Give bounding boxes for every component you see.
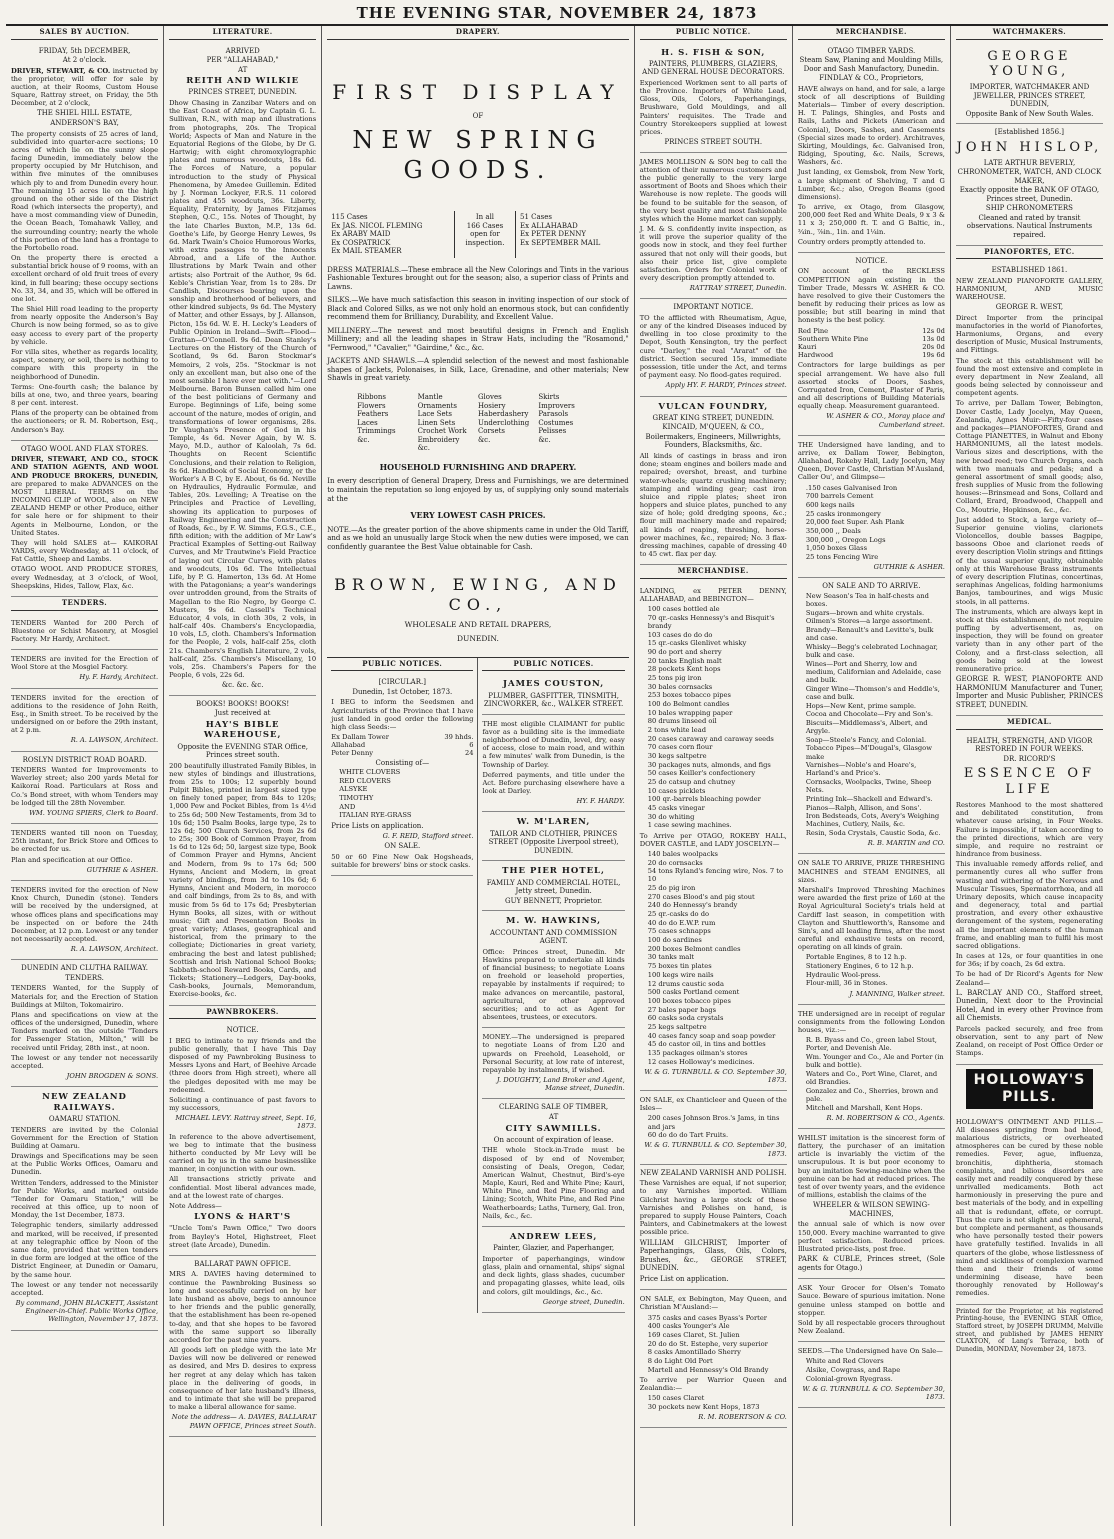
on-sale-body: 50 or 60 Fine New Oak Hogsheads, suitable for brewers' bins or stock casks. bbox=[331, 852, 474, 869]
nzr-para: Written Tenders, addressed to the Minister for Public Works, and marked outside "Tender for Oamaru Station," will be received at this office, up to noon of Monday, the 1st December, 1873. bbox=[11, 1178, 159, 1220]
columns bbox=[6, 26, 1108, 1526]
reith-wilkie-advert bbox=[169, 43, 316, 696]
west-para: To arrive, per Dallam Tower, Bebington, Dover Castle, Lady Jocelyn, May Queen, Zealandia, Agnes Muir:—Fifty-four cases and packages—PIANOFORTES, Grand and Cottage PIANETTES, in Walnut and Ebony HARMONIUMS, all the latest models. Various sizes and descriptions, with the new broad reed; two Church Organs, each with two manuals and pedals; and a general assortment of small goods; also, fresh supplies of Music from the following houses:—Brinsmead and Sons, Collard and Collard, Erard, Broadwood, Chappell and Co., Moutrie, Hopkinson, &c., &c. bbox=[955, 399, 1103, 514]
holloway-advert bbox=[956, 1113, 1103, 1305]
seed-row: Ex Dallam Tower 39 hhds. bbox=[331, 733, 474, 742]
railway-sign: JOHN BROGDEN & SONS. bbox=[66, 1072, 159, 1081]
etc-line: &c. &c. &c. bbox=[221, 681, 264, 690]
railway-advert bbox=[11, 960, 158, 1087]
varnish-advert bbox=[640, 1165, 787, 1290]
notice-title: NOTICE. bbox=[855, 256, 888, 265]
price-row: Kauri 20s 0d bbox=[797, 343, 945, 351]
printer-imprint: Printed for the Proprietor, at his registered Printing-house, the EVENING STAR Office, Stafford street, by JOSEPH DRUMM, Melville street, and published by JAMES HENRY CLAXTON, of Lang's Terrace, both of Dunedin, MONDAY, November 24, 1873. bbox=[955, 1307, 1103, 1353]
money-advert bbox=[482, 1028, 624, 1099]
section-heading: WATCHMAKERS. bbox=[956, 26, 1103, 40]
ships-right: 51 Cases Ex ALLAHABAD Ex PETER DENNY Ex SEPTEMBER MAIL bbox=[520, 212, 601, 247]
bebington-list: 375 casks and cases Byass's Porter 400 casks Younger's Ale 169 cases Claret, St. Julien 20 do do St. Estephe, very superior 8 casks Amontillado Sherry 8 do Light Old Port Martell and Hennessy's Old Brandy bbox=[647, 1313, 769, 1374]
clearing-at: AT bbox=[548, 1113, 559, 1122]
wheeler-body: WHILST imitation is the sincerest form of flattery, the purchaser of an imitation article is invariably the victim of the unscrupulous. It is but poor economy to buy an imitation Sewing-machine when the genuine can be had at reduced prices. The test of over twenty years, and the evidence of millions, establish the claims of the bbox=[797, 1133, 945, 1200]
vulcan-firm: KINCAID, M'QUEEN, & CO., bbox=[662, 423, 765, 432]
firm-name: REITH AND WILKIE bbox=[186, 76, 300, 87]
tender-sign: Hy. F. Hardy, Architect. bbox=[79, 673, 159, 682]
nzp-title: NEW ZEALAND PIANOFORTE GALLERY, HARMONIUM, AND MUSIC WAREHOUSE. bbox=[955, 276, 1103, 301]
timber-para: To arrive, ex Otago, from Glasgow, 200,000 feet Red and White Deals, 9 x 3 & 11 x 3; 250,000 ft. T. and G Baltic, in., ¾in., ⅞in., 1in. and 1¼in. bbox=[797, 203, 945, 236]
fancy-goods-grid bbox=[327, 393, 629, 453]
price-lists: Price Lists on application. bbox=[331, 821, 424, 830]
couston-advert bbox=[482, 674, 624, 714]
piano-advert bbox=[956, 262, 1103, 716]
drapery-para: MILLINERY.—The newest and most beautiful designs in French and English Millinery; and all the leading shapes in Straw Hats, including the "Rosamond," "Fernwood," "Cavalier," "Gairdine," &c., &c. bbox=[327, 326, 629, 352]
circular-body: I BEG to inform the Seedsmen and Agriculturists of the Province that I have just landed in good order the following high class Seeds:— bbox=[331, 698, 474, 731]
roslyn-sign: WM. YOUNG SPIERS, Clerk to Board. bbox=[29, 808, 159, 817]
fancy-column: Skirts Improvers Parasols Costumes Pelisses &c. bbox=[538, 393, 575, 444]
bebington-advert bbox=[640, 1290, 787, 1428]
health-title: HEALTH, STRENGTH, AND VIGOR RESTORED IN FOUR WEEKS. bbox=[966, 736, 1093, 754]
hay-sub2: Opposite the EVENING STAR Office, Princes street south. bbox=[177, 742, 308, 760]
notice-body: ON account of the RECKLESS COMPETITION again existing in the Timber Trade, Messrs W. ASHER & CO. have resolved to give their Customers the benefit by reducing their prices as low as possible; but still bearing in mind that honesty is the best policy. bbox=[797, 267, 945, 325]
wool-para: OTAGO WOOL AND PRODUCE STORES, every Wednesday, at 3 o'clock, of Wool, Sheepskins, Hides, Tallow, Flax, &c. bbox=[11, 565, 159, 590]
seeds-list: White and Red Clovers Alsike, Cowgrass, and Rape Colonial-grown Ryegrass. bbox=[805, 1357, 901, 1383]
knox-body: TENDERS invited for the erection of New Knox Church, Dunedin (stone). Tenders will be received by the undersigned, at whose offices plans and specifications may be inspected on or before the 24th December, at 12 p.m. Lowest or any tender not necessarily accepted. bbox=[11, 886, 159, 944]
drapery-para: DRESS MATERIALS.—These embrace all the New Colorings and Tints in the various Fashionable Textures brought out for the season; also, a superior class of Prints and Lawns. bbox=[327, 265, 629, 291]
nzr-title: NEW ZEALAND RAILWAYS. bbox=[42, 1092, 127, 1113]
manning-sign: J. MANNING, Walker street. bbox=[849, 989, 945, 998]
household-title: HOUSEHOLD FURNISHING AND DRAPERY. bbox=[379, 461, 577, 472]
estate-location: ANDERSON'S BAY, bbox=[50, 118, 119, 127]
levy-para: All transactions strictly private and confidential. Most liberal advances made, and at the lowest rate of charges. bbox=[169, 1175, 317, 1200]
roslyn-body: TENDERS Wanted for Improvements to Waverley street; also 200 yards Metal for Kaikorai Road. Particulars at Ross and Co.'s Bond street, with whom Tenders may be lodged till the 28th November. bbox=[11, 766, 159, 807]
sauce-advert bbox=[798, 1279, 945, 1342]
railway-title: DUNEDIN AND CLUTHA RAILWAY. bbox=[21, 964, 148, 973]
important-notice bbox=[640, 299, 787, 396]
to-arrive-lead: To Arrive per OTAGO, ROKEBY HALL, DOVER CASTLE, and LADY JOSCELYN— bbox=[639, 831, 787, 848]
arrived-label: ARRIVED bbox=[225, 46, 260, 55]
column-public-notice bbox=[635, 26, 793, 1526]
important-sign: Apply HY. F. HARDY, Princes street. bbox=[665, 381, 787, 390]
essence-para: To be had of Dr Ricord's Agents for New Zealand— bbox=[955, 970, 1103, 987]
seeds-body: SEEDS.—The Undersigned have On Sale— bbox=[797, 1347, 943, 1356]
young-advert bbox=[956, 43, 1103, 125]
consisting-label: Consisting of— bbox=[375, 758, 430, 767]
timber-para: Just landing, ex Gemsbok, from New York, a large shipment of Shelving, T and G Lumber, &c.; also, Oregon Beams (good dimensions). bbox=[797, 168, 945, 201]
levy-sign: MICHAEL LEVY. Rattray street, Sept. 16, 1873. bbox=[175, 1114, 317, 1131]
of-label: OF bbox=[472, 111, 484, 120]
wheeler-sign: PARK & CUBLE, Princes street, (Sole agents for Otago.) bbox=[797, 1255, 945, 1272]
auction-date: FRIDAY, 5th DECEMBER, bbox=[38, 46, 131, 55]
varnish-price: Price List on application. bbox=[639, 1274, 729, 1283]
ricord-name: DR. RICORD'S bbox=[1003, 754, 1056, 763]
tender-sign: R. A. LAWSON, Architect. bbox=[70, 736, 159, 745]
turnbull-sign: W. & G. TURNBULL & CO. September 30, 1873. bbox=[644, 1067, 787, 1084]
essence-para: In cases at 12s, or four quantities in one for 36s; if by coach, 2s 6d extra. bbox=[955, 952, 1103, 969]
varnish-title: NEW ZEALAND VARNISH AND POLISH. bbox=[640, 1168, 787, 1177]
tender-text: TENDERS invited for the erection of additions to the residence of John Reith, Esq., in Smith street. To be received by the undersigned on or before the 29th instant, at 2 p.m. bbox=[11, 693, 159, 735]
landing-list: 100 cases bottled ale 70 qr.-casks Hennessy's and Bisquit's brandy 103 cases do do do 15 qr.-casks Glenlivet whisky 90 do port and sherry 20 tanks English malt 28 pockets Kent hops 25 tons pig iron 30 bales cornsacks 253 boxes tobacco pipes 100 do Belmont candles 10 bales wrapping paper 80 drums linseed oil 2 tons white lead 20 cases caraway and caraway seeds 70 cases corn flour 30 kegs saltpetre 30 packages nuts, almonds, and figs 50 cases Keiller's confectionery 25 do catsup and chutney 10 cases picklets 100 qr.-barrels bleaching powder 45 casks vinegar 30 do whiting 1 case sewing machines. bbox=[647, 605, 775, 830]
darley-sign: HY. F. HARDY. bbox=[576, 797, 625, 806]
tender-text: TENDERS are invited for the Erection of Wool Store at the Mosgiel Factory. bbox=[11, 655, 159, 672]
firm-street: PRINCES STREET, DUNEDIN. bbox=[188, 88, 297, 97]
mlaren-name: W. M'LAREN, bbox=[516, 817, 591, 828]
section-heading: PAWNBROKERS. bbox=[169, 1006, 316, 1020]
pier-hotel-advert bbox=[482, 861, 624, 911]
book-list: Dhow Chasing in Zanzibar Waters and on the East Coast of Africa, by Captain G. L. Sullivan, R.N., with map and illustrations from photographs, 20s. The Tropical World; Aspects of Man and Nature in the Equatorial Regions of the Globe, by Dr G. Hartwig; with eight chromoxylographic plates and numerous woodcuts, 18s 6d. The Forces of Nature, a popular introduction to the study of Physical Phenomena, by Amedee Guillemin. Edited by J. Norman Lockyer, F.R.S. 11 colored plates and 455 woodcuts, 36s. Liberty, Equality, Fraternity, by James Fitzjames Stephen, Q.C., 15s. Notes of Thought, by the late Charles Buxton, M.P., 13s 6d. Goethe's Life, by George Henry Lewes, 9s 6d. Mark Twain's Choice Humorous Works, with extra passages to the Innocents Abroad, and a Life of the Author. Illustrations by Mark Twain and other artists; also Portrait of the Author, 9s 6d. Keble's Christian Year, from 1s to 28s. Dr Candlish, Discourses bearing upon the sonship and brotherhood of believers, and other kindred subjects, 9s 6d. The Mystery of Matter, and other Essays, by J. Allanson, Picton, 15s 6d. W. E. H. Lecky's Leaders of Public Opinion in Ireland—Swift—Flood—Grattan—O'Connell. 9s 6d. Dean Stanley's Lectures on the History of the Church of Scotland, 9s 6d. Baron Stockmar's Memoirs, 2 vols, 25s. "Stockmar is not only an excellent man, but also one of the most sensible I have ever met with."—Lord Melbourne. Baron Bunsen called him one of the best politicians of Germany and Europe. Beginnings of Life, being some account of the nature, modes of origin, and transformations of lower organisms, 28s. Dr Vaughan's Presence of God in his Temple, 4s 6d. Never Again, by W. S. Mayo, M.D., author of Kaloolah, 7s 6d. Thoughts on Recent Scientific Conclusions, and their relation to Religion, 8s 6d. Handbook of Social Economy, or the Worker's A B C, by E. About, 6s 6d. Neville on Hydraulics, Hydraulic Formulæ, and Tables, 20s. Levelling; A Treatise on the Principles and Practice of Levelling, showing its application to purposes of Railway Engineering and the Construction of Roads, &c., by F. W. Simms, F.G.S., C.E., fifth edition; with the addition of Mr Law's Practical Examples of Setting-out Railway Curves, and Mr Trautwine's Field Practice of laying out Circular Curves, with plates and woodcuts, 10s 6d. The Intellectual Life, by P. G. Hamerton, 13s 6d. At Home with the Patagonians; a year's wanderings over untrodden ground, from the Straits of Magellan to the Rio Negro, by George C. Musters, 9s 6d. Cassell's Technical Educator, 4 vols, in cloth 30s, 2 vols, in half-calf 40s. Chambers's Encyclopædia, 10 vols, L5, cloth. Chambers's Information for the People, 2 vols, half-calf 25s, cloth 21s. Chambers's English Literature, 2 vols, half-calf, 25s. Chambers's Miscellany, 10 vols, 25s. Chambers's Papers for the People, 6 vols, 22s 6d. bbox=[169, 99, 317, 680]
west-para: The stock at this establishment will be found the most extensive and complete in every department in New Zealand, all goods being selected by connoisseur and competent agents. bbox=[955, 356, 1103, 398]
public-notices-right bbox=[478, 658, 628, 1313]
regular-body: THE undersigned are in receipt of regular consignments from the following London houses, viz.:— bbox=[797, 1009, 945, 1035]
holloway-body: HOLLOWAY'S OINTMENT AND PILLS.—All diseases springing from bad blood, malarious districts, or overheated atmospheres can be cured by these noble remedies. Fever, ague, influenza, bronchitis, diphtheria, stomach complaints, and bilious disorders are easily met and readily conquered by these unrivalled medicaments. Both act harmoniously in preserving the pure and best materials of the body, and in expelling all that is redundant, effete, or corrupt. Thus the cure is not slight and ephemeral, but complete and permanent, as thousands who have personally tested their powers have gratefully testified. Invalids in all quarters of the globe, whose listlessness of mind and sickliness of complexion warned them and their friends of some undermining disease, have been thoroughly renovated by Holloway's remedies. bbox=[955, 1117, 1103, 1298]
auction-para: The Shiel Hill road leading to the property from nearly opposite the Anderson's Bay Church is now being formed, so as to give easy access to every part of the property by vehicle. bbox=[11, 305, 159, 346]
knox-church-advert bbox=[11, 881, 158, 960]
fancy-column: Ribbons Flowers Feathers Laces Trimmings &c. bbox=[357, 393, 396, 444]
essence-body: Restores Manhood to the most shattered and debilitated constitution, from whatever cause arising, in Four Weeks. Failure is impossible, if taken according to the printed directions, which are very simple, and require no restraint or hindrance from business. bbox=[955, 801, 1103, 859]
hay-firm: HAY'S BIBLE WAREHOUSE, bbox=[203, 719, 282, 741]
masthead: THE EVENING STAR, NOVEMBER 24, 1873 bbox=[6, 4, 1108, 26]
important-body: TO the afflicted with Rheumatism, Ague, or any of the kindred Diseases induced by dwelling in too close proximity to the Depot, South Kensington, try the perfect cure "Darley," the real "Ararat" of the district. Section secured 15s, immediate possession, title under the Act, and terms of payment easy. No flood-gates required. bbox=[639, 313, 787, 380]
young-name: GEORGE YOUNG, bbox=[987, 48, 1072, 80]
tariff-note: NOTE.—As the greater portion of the above shipments came in under the Old Tariff, and as we hold an unusually large Stock when the new duties were imposed, we can confidently guarantee the Best Value obtainable for Cash. bbox=[327, 525, 629, 551]
brick-plan: Plan and specification at our Office. bbox=[11, 855, 133, 864]
brown-ewing-firm: BROWN, EWING, AND CO., bbox=[334, 575, 622, 614]
landing-lead: LANDING, ex PETER DENNY, ALLAHABAD, and BEBINGTON— bbox=[639, 586, 787, 603]
ship-chronometers: SHIP CHRONOMETERS bbox=[985, 204, 1073, 213]
essence-sign: L. BARCLAY AND CO., Stafford street, Dunedin, Next door to the Provincial Hotel, And in every other Province from all Chemists. bbox=[955, 988, 1103, 1023]
column-sales-by-auction bbox=[6, 26, 164, 1526]
section-heading: LITERATURE. bbox=[169, 26, 316, 40]
established-label: ESTABLISHED 1861. bbox=[991, 266, 1068, 275]
sauce-para: Sold by all respectable grocers throughout New Zealand. bbox=[797, 1318, 945, 1336]
levy-para: In reference to the above advertisement, we beg to intimate that the business hitherto conducted by Mr Levy will be carried on by us in the same businesslike manner, in conjunction with our own. bbox=[169, 1132, 317, 1174]
west-name: GEORGE R. WEST, bbox=[995, 303, 1064, 312]
drapery-para: SILKS.—We have much satisfaction this season in inviting inspection of our stock of Black and Colored Silks, as we not only hold an enormous stock, but can confidently recommend them for Brilliancy, Durability, and Excellent Value. bbox=[327, 296, 629, 322]
section-heading: DRAPERY. bbox=[327, 26, 629, 40]
hay-sub: Just received at bbox=[214, 709, 271, 718]
clearing-body: THE whole Stock-in-Trade must be disposed of by end of November, consisting of Deals, Oregon, Cedar, American Walnut, Chestnut, Bird's-eye Maple, Kauri, Red and White Pine; Kauri, White Pine, and Red Pine Flooring and Lining; Scotch, White Pine, and Red Pine Weatherboards; Laths, Turnery, Gal. Iron, Nails, &c., &c. bbox=[482, 1146, 625, 1220]
levy-para: Soliciting a continuance of past favors to my successors, bbox=[169, 1095, 317, 1113]
brick-body: TENDERS wanted till noon on Tuesday, 25th instant, for Brick Store and Offices to be erected for us. bbox=[11, 829, 159, 854]
sewing-machine-advert bbox=[798, 1129, 945, 1279]
timber-firm: FINDLAY & CO., Proprietors, bbox=[819, 74, 924, 83]
tender-advert bbox=[11, 650, 158, 689]
shipment-table bbox=[327, 211, 629, 258]
knox-sign: R. A. LAWSON, Architect. bbox=[70, 945, 159, 954]
clearing-sale-advert bbox=[482, 1099, 624, 1227]
martin-sign: R. B. MARTIN and CO. bbox=[867, 839, 945, 848]
ships-mid: In all 166 Cases open for inspection. bbox=[454, 211, 515, 258]
regular-sign: R. M. ROBERTSON & CO., Agents. bbox=[826, 1113, 945, 1122]
consignments-advert bbox=[798, 1005, 945, 1129]
drapery-para: JACKETS AND SHAWLS.—A splendid selection of the newest and most fashionable shapes of Jackets, Polonaises, in Silk, Lace, Grenadine, and other materials; New Shawls in great variety. bbox=[327, 357, 629, 383]
prize-title: ON SALE TO ARRIVE, PRIZE THRESHING MACHINES and STEAM ENGINES, all sizes. bbox=[797, 859, 945, 884]
established-label: [Established 1856.] bbox=[994, 128, 1064, 137]
hawkins-sub: ACCOUNTANT AND COMMISSION AGENT. bbox=[489, 928, 618, 946]
hays-bible-advert bbox=[169, 696, 316, 1006]
public-notices-left bbox=[327, 658, 478, 1313]
hawkins-name: M. W. HAWKINS, bbox=[506, 916, 602, 927]
section-heading: PIANOFORTES, ETC. bbox=[956, 246, 1103, 260]
west-para: The instruments, which are always kept in stock at this establishment, do not require puffing by advertisement, as, on inspection, they will be found on greater variety than in any other part of the Colony, and a first-class selection, all goods being sold at the lowest remunerative price. bbox=[955, 607, 1103, 673]
warrior-lead: To arrive per Warrior Queen and Zealandia:— bbox=[639, 1375, 787, 1392]
asher-notice bbox=[798, 253, 945, 436]
fish-son-advert bbox=[640, 43, 787, 153]
essence-title: ESSENCE OF LIFE bbox=[963, 766, 1096, 798]
sauce-body: ASK Your Grocer for Olsen's Tomato Sauce. Beware of spurious imitation. None genuine unless stamped on bottle and stopper. bbox=[797, 1284, 945, 1317]
lees-name: ANDREW LEES, bbox=[509, 1231, 598, 1242]
section-heading: MERCHANDISE. bbox=[640, 565, 787, 579]
section-heading: TENDERS. bbox=[11, 597, 158, 611]
public-notices-split bbox=[327, 657, 629, 1313]
vulcan-sub: GREAT KING STREET, DUNEDIN. bbox=[652, 413, 775, 422]
hay-title: BOOKS! BOOKS! BOOKS! bbox=[196, 699, 290, 708]
section-heading: SALES BY AUCTION. bbox=[11, 26, 158, 40]
circular-label: [CIRCULAR.] bbox=[378, 678, 426, 687]
mlaren-advert bbox=[482, 812, 624, 861]
to-arrive-list: 140 bales woolpacks 20 do cornsacks 54 tons Ryland's fencing wire, Nos. 7 to 10 25 do pig iron 270 cases Blood's and pig stout 240 do Hennessy's brandy 25 qr.-casks do do 40 do do E.W.P. rum 75 cases schnapps 100 do sardines 200 boxes Belmont candles 30 tanks malt 75 boxes tin plates 100 kegs wire nails 12 drums caustic soda 500 casks Portland cement 100 boxes tobacco pipes 27 bales paper bags 60 casks soda crystals 25 kegs saltpetre 40 cases fancy soap and soap powder 45 do castor oil, in tins and bottles 135 packages oilman's stores 12 cases Holloway's medicines. bbox=[647, 849, 783, 1066]
railway-para: Plans and specifications on view at the offices of the undersigned, Dunedin, where Tenders marked on the outside "Tenders for Passenger Station, Milton," will be received until Friday, 28th inst., at noon. bbox=[11, 1010, 159, 1052]
at-label: AT bbox=[237, 65, 248, 74]
fish-body: Experienced Workmen sent to all parts of the Province. Importers of White Lead, Gloss, Oils, Colors, Paperhangings, Brushware, Gold Mouldings, and all Painters' requisites. The Trade and Country Storekeepers supplied at lowest prices. bbox=[639, 78, 787, 136]
seeds-sign: W. & G. TURNBULL & CO. September 30, 1873. bbox=[802, 1384, 945, 1402]
regular-list: R. B. Byass and Co., green label Stout, Porter, and Devenish Ale. Wm. Younger and Co., Ale and Porter (in bulk and bottle). Waters and Co., Port Wine, Claret, and old Brandies. Gonzalez and Co., Sherries, brown and pale. Mitchell and Marshall, Kent Hops. bbox=[805, 1036, 944, 1112]
couston-sub: PLUMBER, GASFITTER, TINSMITH, ZINCWORKER, &c., WALKER STREET. bbox=[483, 691, 624, 709]
price-row: Southern White Pine 13s 0d bbox=[797, 334, 945, 343]
seed-row: Peter Denny 24 bbox=[331, 749, 474, 758]
circular-date: Dunedin, 1st October, 1873. bbox=[352, 687, 453, 696]
levy-body: I BEG to intimate to my friends and the public generally, that I have This Day disposed of my Pawnbroking Business to Messrs Lyons and Hart, of Beehive Arcade (three doors from High street), where all the pledges deposited with me may be redeemed. bbox=[169, 1036, 317, 1094]
jams-lead: ON SALE, ex Chanticleer and Queen of the Isles— bbox=[639, 1096, 787, 1113]
essence-para: Parcels packed securely, and free from observation, sent to any part of New Zealand, on receipt of Post Office Order or Stamps. bbox=[955, 1024, 1103, 1058]
vulcan-foundry-advert bbox=[640, 397, 787, 566]
column-watchmakers bbox=[951, 26, 1108, 1526]
guthrie-sign: GUTHRIE & ASHER. bbox=[873, 563, 945, 572]
hawkins-body: Office: Princes street, Dunedin. Mr Hawkins prepared to undertake all kinds of financial business; to negotiate Loans on freehold or leasehold properties, repayable by instalments if required; to make advances on mercantile, pastoral, agricultural, or other approved securities; and to act as Agent for absentees, trustees, or executors. bbox=[482, 947, 625, 1022]
auction-para: For villa sites, whether as regards locality, aspect, scenery, or soil, there is nothing to compare with this property in the neighborhood of Dunedin. bbox=[11, 347, 159, 381]
clearing-title: CLEARING SALE OF TIMBER, bbox=[499, 1103, 609, 1112]
auction-para: Plans of the property can be obtained from the auctioneers; or R. M. Robertson, Esq., Anderson's Bay. bbox=[11, 409, 159, 434]
auction-para: The property consists of 25 acres of land, subdivided into quarter-acre sections; 10 acres of which lie on the sunny slope facing Dunedin, immediately below the property occupied by Mr Hutchison, and within five minutes of the omnibuses which ply to and from Dunedin every hour. The remaining 15 acres lie on the high ground on the other side of the District Road (which intersects the property), and have a most commanding view of Dunedin, the Ocean Beach, Tomahawk Valley, and the surrounding country; nearly the whole of this portion of the land has a frontage to the Portobello road. bbox=[11, 129, 159, 252]
nzr-para: The lowest or any tender not necessarily accepted. bbox=[11, 1280, 159, 1297]
section-heading: PUBLIC NOTICE. bbox=[640, 26, 787, 40]
per-ship: PER "ALLAHABAD," bbox=[206, 56, 279, 65]
essence-para: This invaluable remedy affords relief, and permanently cures all who suffer from wasting and withering of the Nervous and Muscular Tissues, Spermatorrhœa, and all Urinary deposits, which cause incapacity and degeneracy, total and partial prostration, and every other exhaustive derangement of the system, regenerating all the important elements of the human frame, and enabling man to fulfil his most sacred obligations. bbox=[955, 860, 1103, 950]
roslyn-advert bbox=[11, 752, 158, 825]
wool-para: They will hold SALES at— KAIKORAI YARDS, every Wednesday, at 11 o'clock, of Fat Cattle, Sheep and Lambs. bbox=[11, 538, 159, 564]
cash-prices: VERY LOWEST CASH PRICES. bbox=[410, 510, 546, 521]
ship-sub: Cleaned and rated by transit observations. Nautical Instruments repaired. bbox=[966, 213, 1093, 240]
seed-list: WHITE CLOVERS RED CLOVERS ALSYKE TIMOTHY AND ITALIAN RYE-GRASS bbox=[339, 768, 412, 820]
firm-city: DUNEDIN. bbox=[457, 633, 499, 643]
levy-para: Note Address— bbox=[169, 1201, 222, 1210]
robertson-sign: R. M. ROBERTSON & CO. bbox=[698, 1412, 787, 1421]
timber-para: Country orders promptly attended to. bbox=[797, 237, 926, 246]
mollison-body: JAMES MOLLISON & SON beg to call the attention of their numerous customers and the public generally to the very large assortment of Boots and Shoes which their Warehouse is now replete. The goods will be found to be suitable for the season, of the very best quality and most fashionable styles which the Home market can supply. bbox=[639, 157, 787, 223]
darley-para: Deferred payments, and title under the Act. Before purchasing elsewhere have a look at Darley. bbox=[482, 770, 625, 796]
section-heading: PUBLIC NOTICES. bbox=[331, 658, 473, 672]
lees-advert bbox=[482, 1227, 624, 1313]
column-merchandise bbox=[793, 26, 951, 1526]
seeds-advert bbox=[798, 1342, 945, 1408]
darley-body: THE most eligible CLAIMANT for public favor as a building site is the immediate neighborhood of Dunedin, level, dry, easy of access, close to main road, and within a few minutes' walk from Dunedin, is the Township of Darley. bbox=[482, 719, 625, 769]
vulcan-trade: Boilermakers, Engineers, Millwrights, Founders, Blacksmiths, &c. bbox=[645, 432, 782, 450]
landed-list: .150 cases Galvanised Iron 700 barrels Cement 600 kegs nails 25 casks ironmongery 20,000 feet Super. Ash Plank 350,000 ,, Deals 300,000 ,, Oregon Logs 1,050 boxes Glass 25 tons Fencing Wire bbox=[805, 483, 905, 561]
important-title: IMPORTANT NOTICE. bbox=[673, 303, 754, 312]
timber-body: HAVE always on hand, and for sale, a large stock of all descriptions of Building Materials— Timber of every description. H. T. Palings, Shingles, and Posts and Rails, Laths and Pickets (American and Colonial), Doors, Sashes, and Casements (Special sizes made to order). Architraves, Skirting, Mouldings, &c. Galvanised Iron, Ridging, Spouting, &c. Nails, Screws, Washers, &c. bbox=[797, 84, 945, 167]
mollison-sign: RATTRAY STREET, Dunedin. bbox=[689, 284, 787, 293]
brick-sign: GUTHRIE & ASHER. bbox=[86, 865, 159, 874]
ricord-advert bbox=[956, 733, 1103, 1065]
guthrie-asher-advert bbox=[798, 436, 945, 579]
mollison-para: J. M. & S. confidently invite inspection, as it will prove the superior quality of the goods now in stock, and they feel further assured that not only will their goods, but also their price list, give complete satisfaction. Orders for Colonial work of every description promptly attended to. bbox=[639, 225, 787, 283]
prize-list: Portable Engines, 8 to 12 h.p. Stationery Engines, 6 to 12 h.p. Hydraulic Wool-press. Flour-mill, 36 in Stones. bbox=[805, 953, 914, 988]
money-body: MONEY.—The undersigned is prepared to negotiate Loans of from L20 and upwards on Freehold, Leasehold, or Personal Security, at low rate of interest, repayable by instalments, if wished. bbox=[482, 1033, 625, 1074]
notice-label: NOTICE. bbox=[226, 1026, 259, 1035]
timber-yards-advert bbox=[798, 43, 945, 253]
hislop-advert bbox=[956, 124, 1103, 245]
lees-sign: George street, Dunedin. bbox=[542, 1297, 625, 1306]
mollison-advert bbox=[640, 153, 787, 300]
fish-name: H. S. FISH & SON, bbox=[661, 47, 766, 58]
holloways-pills-banner: HOLLOWAY'S PILLS. bbox=[966, 1069, 1093, 1109]
varnish-sign: WILLIAM GILCHRIST, Importer of Paperhangings, Glass, Oils, Colors, Brushes, &c., GEORGE STREET, DUNEDIN. bbox=[639, 1238, 787, 1273]
estate-title: THE SHIEL HILL ESTATE, bbox=[37, 109, 133, 118]
ballarat-sign: Note the address— A. DAVIES, BALLARAT PAWN OFFICE, Princes street South. bbox=[171, 1413, 317, 1430]
ballarat-title: BALLARAT PAWN OFFICE. bbox=[194, 1259, 291, 1268]
young-loc: Opposite Bank of New South Wales. bbox=[965, 109, 1094, 118]
wheeler-title: WHEELER & WILSON SEWING-MACHINES, bbox=[812, 1201, 930, 1218]
young-sub: IMPORTER, WATCHMAKER AND JEWELLER, PRINCES STREET, DUNEDIN, bbox=[969, 83, 1090, 109]
pier-sub: FAMILY AND COMMERCIAL HOTEL, Jetty street, Dunedin. bbox=[486, 878, 621, 896]
reid-sign: G. F. REID, Stafford street. bbox=[382, 832, 474, 841]
price-row: Hardwood 19s 6d bbox=[797, 351, 945, 360]
seed-row: Allahabad 6 bbox=[331, 741, 474, 750]
section-heading: PUBLIC NOTICES. bbox=[482, 658, 624, 672]
auction-para: Terms: One-fourth cash; the balance by bills at one, two, and three years, bearing 8 per cent. interest. bbox=[11, 382, 159, 408]
nzr-para: Drawings and Specifications may be seen at the Public Works Offices, Oamaru and Dunedin. bbox=[11, 1152, 159, 1177]
tender-advert bbox=[11, 614, 158, 651]
nz-railways-advert bbox=[11, 1087, 158, 1330]
couston-name: JAMES COUSTON, bbox=[502, 679, 605, 690]
timber-sub: Steam Saw, Planing and Moulding Mills, Door and Sash Manufactory, Dunedin. bbox=[799, 56, 944, 73]
wool-stores-advert bbox=[11, 441, 158, 597]
martin-list: New Season's Tea in half-chests and boxes. Sugars—brown and white crystals. Oilmen's Stores—a large assortment. Brandy—Renault's and Levitte's, bulk and case. Whisky—Begg's celebrated Lochnagar, bulk and case. Wines—Port and Sherry, low and medium, Californian and Adelaide, case and bulk. Ginger Wine—Thomson's and Heddle's, case and bulk. Hops—New Kent, prime sample. Cocoa and Chocolate—Fry and Son's. Biscuits—Middlemass's, Albert, and Argyle. Soap—Steele's Fancy, and Colonial. Tobacco Pipes—M'Dougal's, Glasgow make Varnishes—Noble's and Hoare's, Harland's and Price's. Cornsacks, Woolpacks, Twine, Sheep Nets. Printing Ink—Shackell and Edward's. Pianos—Ralph, Allison, and Sons'. Iron Bedsteads, Cots, Avery's Weighing Machines, Cutlery, Nails, &c. Resin, Soda Crystals, Caustic Soda, &c. bbox=[805, 591, 942, 838]
hislop-sub: CHRONOMETER, WATCH, AND CLOCK MAKER, bbox=[957, 168, 1102, 185]
jams-sign: W. & G. TURNBULL & CO. September 30, 1873. bbox=[644, 1141, 787, 1158]
auction-lead: DRIVER, STEWART, & CO. instructed by the proprietor, will offer for sale by auction, at their Rooms, Custom House Square, Rattray street, on Friday, the 5th December, at 2 o'clock, bbox=[11, 66, 159, 108]
tender-advert bbox=[11, 689, 158, 752]
railway-para: The lowest or any tender not necessarily accepted. bbox=[11, 1053, 159, 1070]
on-sale-label: ON SALE. bbox=[384, 842, 421, 851]
hislop-name: JOHN HISLOP, bbox=[956, 139, 1103, 155]
wool-title: OTAGO WOOL AND FLAX STORES. bbox=[20, 444, 149, 453]
wheeler-para: the annual sale of which is now over 150,000. Every machine warranted to give perfect satisfaction. Reduced prices. Illustrated price-lists, post free. bbox=[797, 1220, 945, 1253]
lyons-hart-firm: LYONS & HART'S bbox=[194, 1212, 292, 1223]
railway-sub: TENDERS. bbox=[65, 973, 104, 982]
nzr-sub: OAMARU STATION. bbox=[48, 1115, 121, 1124]
notice-para: Contractors for large buildings as per special arrangement. We have also full assorted stocks of Doors, Sashes, Corrugated Iron, Cement, Plaster of Paris, and all descriptions of Building Materials equally cheap. Measurement guaranteed. bbox=[797, 361, 945, 411]
levy-notice bbox=[169, 1022, 316, 1256]
landing-advert bbox=[640, 582, 787, 1091]
ballarat-advert bbox=[169, 1256, 316, 1437]
ballarat-para: All goods left on pledge with the late Mr Davies will now be delivered or renewed as desired, and Mrs D. desires to express her regret at any delay which has taken place in the delivering of goods, in consequence of her late husband's illness, and to intimate that she will be prepared to make a liberal allowance for same. bbox=[169, 1346, 317, 1412]
household-body: In every description of General Drapery, Dress and Furnishings, we are determined to maintain the reputation so long enjoyed by us, of supplying only sound materials at the bbox=[327, 477, 629, 503]
pier-sign: GUY BENNETT, Proprietor. bbox=[505, 896, 603, 905]
fancy-column: Gloves Hosiery Haberdashery Underclothing Corsets &c. bbox=[477, 393, 530, 444]
column-literature bbox=[164, 26, 322, 1526]
brick-store-advert bbox=[11, 824, 158, 881]
onsale-title: ON SALE AND TO ARRIVE. bbox=[822, 582, 921, 591]
vulcan-body: All kinds of castings in brass and iron done; steam engines and boilers made and repaired; overshot, breast, and turbine water-wheels; quartz crushing machinery; stamping and winding gear; cast iron sluice and ripple plates; sheet iron hoppers and sluice plates, punched to any size of hole; gold dredging spoons, &c.; flour mill machinery made and repaired; all kinds of reaping, threshing, horse-power machines, &c., repaired; No. 3 flax-dressing machines, capable of dressing 40 to 45 cwt. flax per day. bbox=[639, 452, 787, 559]
lees-body: Importer of paperhangings, window glass, plain and ornamental, ships' signal and deck lights, glass shades, cucumber and propagating glasses, white lead, oils and colors, gilt mouldings, &c., &c. bbox=[482, 1254, 625, 1296]
first-display-title: FIRST DISPLAY bbox=[332, 79, 624, 104]
ballarat-body: MRS A. DAVIES having determined to continue the Pawnbroking Business so long and successfully carried on by her late husband as above, begs to announce to her friends and the public generally, that the establishment has been re-opened to-day, and that she hopes to be favored with the same support so liberally accorded for the past nine years. bbox=[169, 1270, 317, 1344]
railway-body: TENDERS Wanted, for the Supply of Materials for, and the Erection of Station Buildings at Milton, Tokomairiro. bbox=[11, 984, 159, 1009]
timber-title: OTAGO TIMBER YARDS. bbox=[827, 46, 916, 55]
clearing-sub: On account of expiration of lease. bbox=[493, 1135, 614, 1144]
fancy-column: Mantle Ornaments Lace Sets Linen Sets Crochet Work Embroidery &c. bbox=[417, 393, 467, 453]
levy-para: "Uncle Tom's Pawn Office," Two doors from Bayley's Hotel, Highstreet, Fleet street (late Arcade), Dunedin. bbox=[169, 1224, 317, 1249]
hawkins-advert bbox=[482, 911, 624, 1028]
roslyn-title: ROSLYN DISTRICT ROAD BOARD. bbox=[22, 755, 147, 764]
darley-advert bbox=[482, 715, 624, 813]
nzr-para: Telegraphic tenders, similarly addressed and marked, will be received, if presented at any telegraphic office by Noon of the same date, provided that written tenders in due form are lodged at the office of the District Engineer, at Dunedin or Oamaru, by the same hour. bbox=[11, 1221, 159, 1279]
auction-para: On the property there is erected a substantial brick house of 9 rooms, with an excellent orchard of old fruit trees of every kind, in full bearing; these occupy sections No. 33, 34, and 35, which will be offered in one lot. bbox=[11, 254, 159, 303]
hislop-loc: Exactly opposite the BANK OF OTAGO, Princes street, Dunedin. bbox=[959, 186, 1100, 203]
lees-sub: Painter, Glazier, and Paperhanger, bbox=[493, 1244, 615, 1253]
pier-name: THE PIER HOTEL, bbox=[502, 866, 605, 877]
hay-body: 200 beautifully illustrated Family Bibles, in new styles of bindings and illustrations, from 25s to 100s; 12 superbly bound Pulpit Bibles, printed in largest sized type on finely toned paper, from 84s to 120s; 1,000 Pew and Pocket Bibles, from 1s 4½d to 25s 6d; 500 New Testaments, from 3d to 10s 6d; 150 Psalm Books, large type, 2s to 12s 6d; 500 Church Services, from 2s 6d to 25s; 300 Book of Common Prayer, from 1s 6d to 12s 6d; 50, largest size type, Book of Common Prayer and Hymns, Ancient and Modern, from 9s to 17s 6d; 500 Hymns, Ancient and Modern, in great variety of bindings, from 3d to 10s 6d; 6 Hymns, Ancient and Modern, in morocco and calf bindings, from 2s to 8s, and with music from 5s 6d to 17s 6d; Presbyterian Hymn Books, all sizes, with or without music; Gift and Presentation Books in great variety; Atlases, geographical and historical, from the primary to the collegiate; Dictionaries in great variety, embracing the best and latest published; Scottish and Irish National School Books; Sabbath-school Reward Books, Cards, and Tickets; Stationery—Ledgers, Day-books, Cash-books, Journals, Memorandum, Exercise-books, &c. bbox=[169, 761, 317, 999]
jams-advert bbox=[640, 1091, 787, 1165]
warrior-list: 150 cases Claret 30 pockets new Kent Hops, 1873 bbox=[647, 1394, 760, 1411]
auction-advert bbox=[11, 43, 158, 441]
asher-sign: W. ASHER & CO., Moray place and Cumberland street. bbox=[826, 412, 945, 429]
nzr-body: TENDERS are invited by the Colonial Government for the Erection of Station Building at Oamaru. bbox=[11, 1125, 159, 1150]
new-spring-goods-title: NEW SPRING GOODS. bbox=[352, 126, 604, 184]
varnish-body: These Varnishes are equal, if not superior, to any Varnishes imported. William Gilchrist having a large stock of these Varnishes and Polishes on hand, is prepared to supply House Painters, Coach Painters, and Cabinetmakers at the lowest possible price. bbox=[639, 1179, 787, 1237]
west-body: Direct Importer from the principal manufactories in the world of Pianofortes, Harmoniums, Organs, and every description of Music, Musical Instruments, and Fittings. bbox=[955, 313, 1103, 355]
west-para: Just added to Stock, a large variety of— Superior genuine violins, clarionets Violoncellos, double basses Bagpipe, bassoons Oboe and clarionet reeds of every description Violin strings and fittings of the usual superior quality, obtainable only at this Warehouse Brass instruments of every description Flutinas, concertinas, seraphinas Angelicas, folding harmoniums Banjos, tambourines, and wigs Music stools, in all patterns. bbox=[955, 515, 1103, 606]
prize-body: Marshall's Improved Threshing Machines were awarded the first prize of L60 at the Royal Agricultural Society's trials held at Cardiff last season, in competition with Clayton and Shuttleworth's, Ransome and Sim's, and all leading firms, after the most careful and exhaustive tests on record, operating on all kinds of grain. bbox=[797, 886, 945, 952]
nzr-sign: By command, JOHN BLACKETT, Assistant Engineer-in-Chief. Public Works Office, Wellington, November 17, 1873. bbox=[15, 1299, 159, 1324]
mlaren-sub: TAILOR AND CLOTHIER, PRINCES STREET (Opposite Liverpool street), DUNEDIN. bbox=[488, 829, 619, 855]
threshing-advert bbox=[798, 854, 945, 1004]
hislop-late: LATE ARTHUR BEVERLY, bbox=[983, 158, 1076, 167]
tender-text: TENDERS Wanted for 200 Perch of Bluestone or Schist Masonry, at Mosgiel Factory. Mr Hardy, Architect. bbox=[11, 618, 159, 643]
section-heading: MERCHANDISE. bbox=[798, 26, 945, 40]
sawmills-name: CITY SAWMILLS. bbox=[505, 1123, 602, 1134]
money-sign: J. DOUGHTY, Land Broker and Agent, Manse street, Dunedin. bbox=[496, 1076, 625, 1093]
landed-body: THE Undersigned have landing, and to arrive, ex Dallam Tower, Bebington, Allahabad, Rokeby Hall, Lady Jocelyn, May Queen, Dover Castle, Christian M'Ausland, Caller Ou', and Glimpse— bbox=[797, 440, 945, 482]
firm-trade: WHOLESALE AND RETAIL DRAPERS, bbox=[404, 620, 552, 630]
jams-list: 200 cases Johnson Bros.'s Jams, in tins and jars 60 do do do Tart Fruits. bbox=[647, 1114, 780, 1140]
martin-advert bbox=[798, 578, 945, 854]
price-row: Red Pine 12s 0d bbox=[797, 326, 945, 335]
wool-lead: DRIVER, STEWART, AND CO., STOCK AND STATION AGENTS, AND WOOL AND PRODUCE BROKERS, DUNEDIN, are prepared to make ADVANCES on the MOST LIBERAL TERMS on the INCOMING CLIP of WOOL, also on NEW ZEALAND HEMP or other Produce, either for sale here or for shipment to their Agents in Melbourne, London, or the United States. bbox=[11, 455, 159, 537]
section-heading: MEDICAL. bbox=[956, 716, 1103, 730]
column-drapery bbox=[322, 26, 635, 1526]
ships-left: 115 Cases Ex JAS. NICOL FLEMING Ex ARABY MAID Ex COSPATRICK Ex MAIL STEAMER bbox=[331, 212, 423, 256]
vulcan-name: VULCAN FOUNDRY, bbox=[658, 401, 769, 412]
auction-time: At 2 o'clock. bbox=[62, 56, 107, 65]
west-sign: GEORGE R. WEST, PIANOFORTE AND HARMONIUM Manufacturer and Tuner, Importer and Music Publisher, PRINCES STREET, DUNEDIN. bbox=[955, 675, 1103, 709]
bebington-lead: ON SALE, ex Bebington, May Queen, and Christian M'Ausland:— bbox=[639, 1295, 787, 1312]
fish-sign: PRINCES STREET SOUTH. bbox=[664, 138, 763, 147]
seeds-circular bbox=[331, 674, 473, 876]
fish-sub: PAINTERS, PLUMBERS, GLAZIERS, AND GENERAL HOUSE DECORATORS. bbox=[642, 59, 785, 77]
